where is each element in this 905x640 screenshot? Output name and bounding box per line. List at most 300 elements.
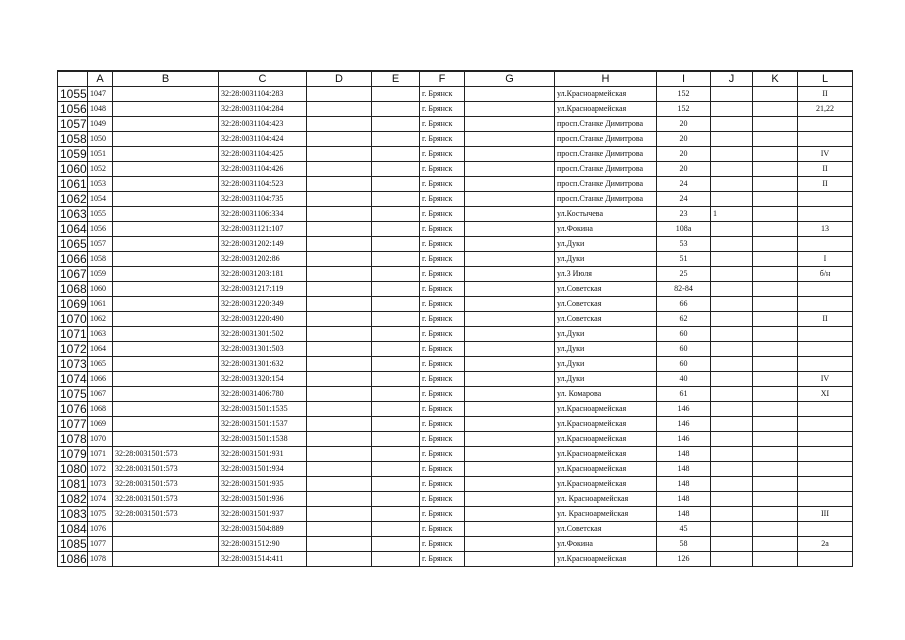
cell-e[interactable] (372, 447, 420, 462)
cell-e[interactable] (372, 207, 420, 222)
cell-e[interactable] (372, 357, 420, 372)
cell-b[interactable] (113, 147, 219, 162)
cell-i[interactable]: 20 (657, 147, 711, 162)
cell-j[interactable] (711, 357, 753, 372)
cell-f[interactable]: г. Брянск (420, 117, 465, 132)
row-number[interactable]: 1064 (58, 222, 88, 237)
cell-l[interactable]: II (798, 177, 853, 192)
cell-i[interactable]: 20 (657, 162, 711, 177)
cell-l[interactable] (798, 417, 853, 432)
cell-d[interactable] (307, 342, 372, 357)
cell-l[interactable]: III (798, 507, 853, 522)
cell-l[interactable] (798, 462, 853, 477)
cell-g[interactable] (465, 537, 555, 552)
cell-h[interactable]: ул.Советская (555, 282, 657, 297)
cell-l[interactable]: IV (798, 372, 853, 387)
cell-l[interactable]: II (798, 162, 853, 177)
cell-a[interactable]: 1061 (88, 297, 113, 312)
cell-j[interactable] (711, 117, 753, 132)
cell-l[interactable]: б/н (798, 267, 853, 282)
cell-f[interactable]: г. Брянск (420, 312, 465, 327)
row-number[interactable]: 1058 (58, 132, 88, 147)
cell-j[interactable] (711, 462, 753, 477)
cell-c[interactable]: 32:28:0031104:424 (219, 132, 307, 147)
cell-i[interactable]: 58 (657, 537, 711, 552)
row-number[interactable]: 1067 (58, 267, 88, 282)
cell-b[interactable] (113, 267, 219, 282)
row-number[interactable]: 1084 (58, 522, 88, 537)
cell-g[interactable] (465, 522, 555, 537)
cell-a[interactable]: 1074 (88, 492, 113, 507)
cell-e[interactable] (372, 147, 420, 162)
row-number[interactable]: 1078 (58, 432, 88, 447)
cell-a[interactable]: 1069 (88, 417, 113, 432)
cell-j[interactable] (711, 522, 753, 537)
cell-h[interactable]: ул.Дуки (555, 237, 657, 252)
cell-g[interactable] (465, 87, 555, 102)
cell-b[interactable] (113, 342, 219, 357)
cell-h[interactable]: ул.Красноармейская (555, 402, 657, 417)
cell-i[interactable]: 51 (657, 252, 711, 267)
cell-h[interactable]: ул.Костычева (555, 207, 657, 222)
cell-e[interactable] (372, 282, 420, 297)
cell-a[interactable]: 1068 (88, 402, 113, 417)
cell-c[interactable]: 32:28:0031217:119 (219, 282, 307, 297)
cell-a[interactable]: 1054 (88, 192, 113, 207)
cell-i[interactable]: 62 (657, 312, 711, 327)
cell-e[interactable] (372, 87, 420, 102)
cell-g[interactable] (465, 147, 555, 162)
cell-f[interactable]: г. Брянск (420, 387, 465, 402)
cell-j[interactable] (711, 222, 753, 237)
cell-b[interactable] (113, 357, 219, 372)
cell-b[interactable]: 32:28:0031501:573 (113, 462, 219, 477)
cell-k[interactable] (753, 462, 798, 477)
cell-h[interactable]: просп.Станке Димитрова (555, 177, 657, 192)
cell-c[interactable]: 32:28:0031104:735 (219, 192, 307, 207)
column-header-b[interactable]: B (113, 71, 219, 87)
cell-k[interactable] (753, 402, 798, 417)
cell-h[interactable]: ул.3 Июля (555, 267, 657, 282)
cell-b[interactable] (113, 282, 219, 297)
cell-d[interactable] (307, 162, 372, 177)
cell-g[interactable] (465, 252, 555, 267)
cell-a[interactable]: 1065 (88, 357, 113, 372)
cell-k[interactable] (753, 207, 798, 222)
cell-h[interactable]: ул. Красноармейская (555, 492, 657, 507)
cell-k[interactable] (753, 237, 798, 252)
cell-b[interactable]: 32:28:0031501:573 (113, 477, 219, 492)
cell-b[interactable] (113, 372, 219, 387)
cell-j[interactable] (711, 342, 753, 357)
cell-e[interactable] (372, 327, 420, 342)
cell-e[interactable] (372, 507, 420, 522)
row-number[interactable]: 1066 (58, 252, 88, 267)
cell-k[interactable] (753, 177, 798, 192)
cell-h[interactable]: просп.Станке Димитрова (555, 132, 657, 147)
cell-b[interactable] (113, 102, 219, 117)
cell-b[interactable] (113, 552, 219, 567)
cell-b[interactable]: 32:28:0031501:573 (113, 447, 219, 462)
cell-j[interactable] (711, 177, 753, 192)
cell-i[interactable]: 24 (657, 177, 711, 192)
cell-d[interactable] (307, 372, 372, 387)
cell-c[interactable]: 32:28:0031104:426 (219, 162, 307, 177)
cell-d[interactable] (307, 507, 372, 522)
cell-h[interactable]: ул.Красноармейская (555, 477, 657, 492)
row-number[interactable]: 1071 (58, 327, 88, 342)
cell-j[interactable] (711, 492, 753, 507)
row-number[interactable]: 1060 (58, 162, 88, 177)
cell-l[interactable] (798, 282, 853, 297)
cell-b[interactable] (113, 132, 219, 147)
cell-l[interactable] (798, 477, 853, 492)
cell-e[interactable] (372, 312, 420, 327)
cell-b[interactable] (113, 522, 219, 537)
cell-b[interactable] (113, 312, 219, 327)
cell-k[interactable] (753, 252, 798, 267)
cell-k[interactable] (753, 312, 798, 327)
cell-k[interactable] (753, 327, 798, 342)
cell-k[interactable] (753, 87, 798, 102)
cell-d[interactable] (307, 297, 372, 312)
cell-i[interactable]: 146 (657, 402, 711, 417)
cell-i[interactable]: 61 (657, 387, 711, 402)
cell-j[interactable] (711, 417, 753, 432)
cell-c[interactable]: 32:28:0031501:937 (219, 507, 307, 522)
cell-a[interactable]: 1047 (88, 87, 113, 102)
row-number[interactable]: 1062 (58, 192, 88, 207)
cell-l[interactable] (798, 357, 853, 372)
cell-e[interactable] (372, 462, 420, 477)
cell-c[interactable]: 32:28:0031514:411 (219, 552, 307, 567)
cell-l[interactable]: II (798, 312, 853, 327)
cell-l[interactable]: II (798, 87, 853, 102)
cell-h[interactable]: ул.Советская (555, 297, 657, 312)
cell-d[interactable] (307, 552, 372, 567)
cell-d[interactable] (307, 177, 372, 192)
cell-g[interactable] (465, 387, 555, 402)
cell-j[interactable] (711, 252, 753, 267)
cell-h[interactable]: ул.Дуки (555, 372, 657, 387)
cell-f[interactable]: г. Брянск (420, 432, 465, 447)
row-number[interactable]: 1065 (58, 237, 88, 252)
cell-b[interactable] (113, 237, 219, 252)
cell-a[interactable]: 1062 (88, 312, 113, 327)
cell-a[interactable]: 1060 (88, 282, 113, 297)
cell-h[interactable]: ул.Красноармейская (555, 447, 657, 462)
cell-k[interactable] (753, 537, 798, 552)
cell-i[interactable]: 20 (657, 132, 711, 147)
row-number[interactable]: 1072 (58, 342, 88, 357)
cell-f[interactable]: г. Брянск (420, 417, 465, 432)
cell-e[interactable] (372, 222, 420, 237)
cell-j[interactable] (711, 297, 753, 312)
cell-f[interactable]: г. Брянск (420, 252, 465, 267)
cell-a[interactable]: 1057 (88, 237, 113, 252)
cell-a[interactable]: 1078 (88, 552, 113, 567)
cell-i[interactable]: 60 (657, 342, 711, 357)
cell-f[interactable]: г. Брянск (420, 162, 465, 177)
cell-c[interactable]: 32:28:0031104:425 (219, 147, 307, 162)
cell-a[interactable]: 1055 (88, 207, 113, 222)
cell-a[interactable]: 1073 (88, 477, 113, 492)
cell-i[interactable]: 146 (657, 417, 711, 432)
cell-a[interactable]: 1076 (88, 522, 113, 537)
cell-k[interactable] (753, 297, 798, 312)
cell-j[interactable] (711, 372, 753, 387)
cell-d[interactable] (307, 492, 372, 507)
cell-g[interactable] (465, 327, 555, 342)
cell-e[interactable] (372, 342, 420, 357)
cell-g[interactable] (465, 447, 555, 462)
cell-l[interactable] (798, 207, 853, 222)
cell-g[interactable] (465, 342, 555, 357)
cell-h[interactable]: ул.Дуки (555, 357, 657, 372)
cell-d[interactable] (307, 327, 372, 342)
cell-h[interactable]: ул. Красноармейская (555, 507, 657, 522)
cell-a[interactable]: 1053 (88, 177, 113, 192)
cell-e[interactable] (372, 117, 420, 132)
cell-d[interactable] (307, 402, 372, 417)
cell-a[interactable]: 1064 (88, 342, 113, 357)
cell-i[interactable]: 82-84 (657, 282, 711, 297)
row-number[interactable]: 1081 (58, 477, 88, 492)
cell-j[interactable] (711, 312, 753, 327)
cell-e[interactable] (372, 192, 420, 207)
cell-k[interactable] (753, 102, 798, 117)
cell-b[interactable] (113, 207, 219, 222)
cell-e[interactable] (372, 237, 420, 252)
cell-f[interactable]: г. Брянск (420, 522, 465, 537)
cell-j[interactable] (711, 162, 753, 177)
row-number[interactable]: 1082 (58, 492, 88, 507)
cell-d[interactable] (307, 357, 372, 372)
cell-g[interactable] (465, 507, 555, 522)
cell-a[interactable]: 1050 (88, 132, 113, 147)
cell-f[interactable]: г. Брянск (420, 207, 465, 222)
cell-i[interactable]: 152 (657, 102, 711, 117)
cell-k[interactable] (753, 342, 798, 357)
cell-e[interactable] (372, 417, 420, 432)
cell-c[interactable]: 32:28:0031501:935 (219, 477, 307, 492)
cell-e[interactable] (372, 537, 420, 552)
cell-d[interactable] (307, 102, 372, 117)
cell-f[interactable]: г. Брянск (420, 447, 465, 462)
cell-j[interactable] (711, 477, 753, 492)
row-number[interactable]: 1061 (58, 177, 88, 192)
cell-a[interactable]: 1071 (88, 447, 113, 462)
cell-d[interactable] (307, 192, 372, 207)
cell-e[interactable] (372, 477, 420, 492)
cell-b[interactable] (113, 117, 219, 132)
cell-d[interactable] (307, 462, 372, 477)
cell-a[interactable]: 1070 (88, 432, 113, 447)
cell-j[interactable]: 1 (711, 207, 753, 222)
cell-h[interactable]: просп.Станке Димитрова (555, 162, 657, 177)
cell-f[interactable]: г. Брянск (420, 237, 465, 252)
cell-f[interactable]: г. Брянск (420, 282, 465, 297)
cell-a[interactable]: 1058 (88, 252, 113, 267)
cell-l[interactable] (798, 192, 853, 207)
cell-l[interactable]: XI (798, 387, 853, 402)
cell-i[interactable]: 24 (657, 192, 711, 207)
cell-k[interactable] (753, 117, 798, 132)
cell-a[interactable]: 1072 (88, 462, 113, 477)
cell-e[interactable] (372, 102, 420, 117)
row-number[interactable]: 1070 (58, 312, 88, 327)
cell-d[interactable] (307, 222, 372, 237)
cell-b[interactable] (113, 162, 219, 177)
cell-j[interactable] (711, 192, 753, 207)
cell-b[interactable] (113, 387, 219, 402)
cell-c[interactable]: 32:28:0031501:1538 (219, 432, 307, 447)
cell-c[interactable]: 32:28:0031504:889 (219, 522, 307, 537)
cell-c[interactable]: 32:28:0031301:503 (219, 342, 307, 357)
cell-g[interactable] (465, 207, 555, 222)
cell-f[interactable]: г. Брянск (420, 507, 465, 522)
cell-f[interactable]: г. Брянск (420, 402, 465, 417)
cell-g[interactable] (465, 297, 555, 312)
cell-i[interactable]: 20 (657, 117, 711, 132)
cell-f[interactable]: г. Брянск (420, 327, 465, 342)
cell-i[interactable]: 146 (657, 432, 711, 447)
column-header-c[interactable]: C (219, 71, 307, 87)
cell-f[interactable]: г. Брянск (420, 372, 465, 387)
cell-j[interactable] (711, 447, 753, 462)
cell-e[interactable] (372, 372, 420, 387)
cell-c[interactable]: 32:28:0031320:154 (219, 372, 307, 387)
cell-k[interactable] (753, 222, 798, 237)
cell-d[interactable] (307, 132, 372, 147)
cell-g[interactable] (465, 267, 555, 282)
cell-k[interactable] (753, 522, 798, 537)
cell-j[interactable] (711, 507, 753, 522)
cell-b[interactable] (113, 192, 219, 207)
cell-d[interactable] (307, 87, 372, 102)
row-number[interactable]: 1073 (58, 357, 88, 372)
cell-k[interactable] (753, 162, 798, 177)
cell-c[interactable]: 32:28:0031202:86 (219, 252, 307, 267)
cell-g[interactable] (465, 237, 555, 252)
row-number[interactable]: 1059 (58, 147, 88, 162)
cell-g[interactable] (465, 162, 555, 177)
cell-e[interactable] (372, 177, 420, 192)
cell-b[interactable] (113, 327, 219, 342)
cell-h[interactable]: ул.Дуки (555, 327, 657, 342)
cell-j[interactable] (711, 327, 753, 342)
cell-h[interactable]: ул.Красноармейская (555, 87, 657, 102)
cell-h[interactable]: ул.Дуки (555, 252, 657, 267)
cell-j[interactable] (711, 402, 753, 417)
cell-g[interactable] (465, 177, 555, 192)
cell-f[interactable]: г. Брянск (420, 87, 465, 102)
cell-f[interactable]: г. Брянск (420, 477, 465, 492)
cell-j[interactable] (711, 552, 753, 567)
cell-h[interactable]: просп.Станке Димитрова (555, 147, 657, 162)
cell-g[interactable] (465, 402, 555, 417)
column-header-f[interactable]: F (420, 71, 465, 87)
cell-i[interactable]: 53 (657, 237, 711, 252)
cell-d[interactable] (307, 417, 372, 432)
cell-k[interactable] (753, 432, 798, 447)
cell-e[interactable] (372, 432, 420, 447)
cell-d[interactable] (307, 252, 372, 267)
cell-g[interactable] (465, 372, 555, 387)
cell-h[interactable]: ул.Красноармейская (555, 462, 657, 477)
cell-k[interactable] (753, 267, 798, 282)
cell-c[interactable]: 32:28:0031501:931 (219, 447, 307, 462)
cell-i[interactable]: 45 (657, 522, 711, 537)
cell-k[interactable] (753, 282, 798, 297)
cell-l[interactable] (798, 237, 853, 252)
cell-c[interactable]: 32:28:0031501:934 (219, 462, 307, 477)
cell-h[interactable]: ул.Дуки (555, 342, 657, 357)
cell-f[interactable]: г. Брянск (420, 462, 465, 477)
cell-g[interactable] (465, 312, 555, 327)
cell-b[interactable] (113, 537, 219, 552)
corner-cell[interactable] (58, 71, 88, 87)
cell-b[interactable] (113, 222, 219, 237)
cell-h[interactable]: ул. Комарова (555, 387, 657, 402)
cell-g[interactable] (465, 132, 555, 147)
cell-j[interactable] (711, 282, 753, 297)
cell-g[interactable] (465, 192, 555, 207)
cell-b[interactable] (113, 297, 219, 312)
cell-g[interactable] (465, 477, 555, 492)
cell-j[interactable] (711, 432, 753, 447)
cell-j[interactable] (711, 132, 753, 147)
cell-k[interactable] (753, 387, 798, 402)
row-number[interactable]: 1085 (58, 537, 88, 552)
cell-k[interactable] (753, 477, 798, 492)
cell-l[interactable]: I (798, 252, 853, 267)
cell-g[interactable] (465, 432, 555, 447)
cell-g[interactable] (465, 117, 555, 132)
row-number[interactable]: 1069 (58, 297, 88, 312)
cell-k[interactable] (753, 357, 798, 372)
cell-a[interactable]: 1066 (88, 372, 113, 387)
column-header-i[interactable]: I (657, 71, 711, 87)
cell-c[interactable]: 32:28:0031203:181 (219, 267, 307, 282)
cell-d[interactable] (307, 312, 372, 327)
cell-g[interactable] (465, 417, 555, 432)
row-number[interactable]: 1063 (58, 207, 88, 222)
cell-e[interactable] (372, 267, 420, 282)
cell-f[interactable]: г. Брянск (420, 267, 465, 282)
cell-l[interactable] (798, 342, 853, 357)
cell-f[interactable]: г. Брянск (420, 222, 465, 237)
cell-f[interactable]: г. Брянск (420, 192, 465, 207)
cell-d[interactable] (307, 207, 372, 222)
cell-e[interactable] (372, 132, 420, 147)
column-header-e[interactable]: E (372, 71, 420, 87)
row-number[interactable]: 1057 (58, 117, 88, 132)
cell-d[interactable] (307, 387, 372, 402)
cell-f[interactable]: г. Брянск (420, 147, 465, 162)
cell-c[interactable]: 32:28:0031501:1535 (219, 402, 307, 417)
row-number[interactable]: 1079 (58, 447, 88, 462)
cell-e[interactable] (372, 552, 420, 567)
cell-e[interactable] (372, 252, 420, 267)
cell-k[interactable] (753, 192, 798, 207)
cell-g[interactable] (465, 282, 555, 297)
cell-b[interactable] (113, 402, 219, 417)
cell-g[interactable] (465, 462, 555, 477)
cell-g[interactable] (465, 552, 555, 567)
cell-h[interactable]: ул.Фокина (555, 222, 657, 237)
cell-d[interactable] (307, 147, 372, 162)
